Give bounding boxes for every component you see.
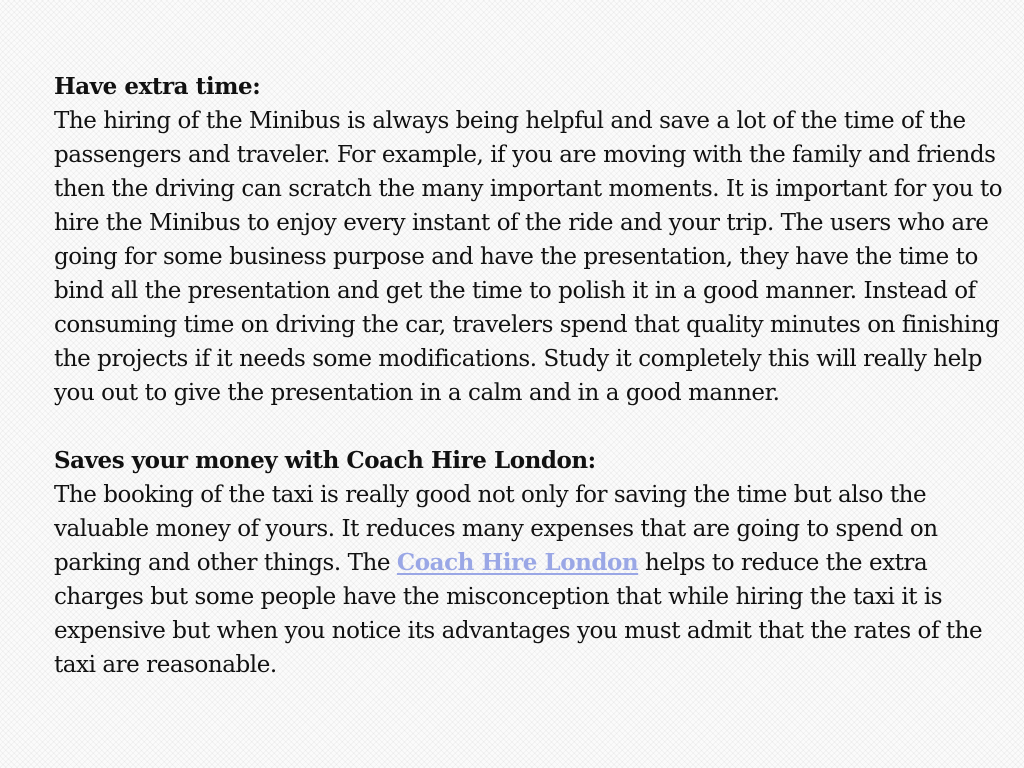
paragraph-spacer	[54, 410, 1004, 444]
section-body-saves-money	[54, 478, 1004, 682]
body-text-after-link: helps to reduce the extra charges but some people have the misconception that while hiring the taxi it is expensive but when you notice its advantages you must admit that the rates of the taxi are reasonable.	[54, 550, 983, 678]
section-body-extra-time: The hiring of the Minibus is always being helpful and save a lot of the time of the passengers and traveler. For example, if you are moving with the family and friends then the driving can scratch the many important moments. It is important for you to hire the Minibus to enjoy every instant of the ride and your trip. The users who are going for some business purpose and have the presentation, they have the time to bind all the presentation and get the time to polish it in a good manner. Instead of consuming time on driving the car, travelers spend that quality minutes on finishing the projects if it needs some modifications. Study it completely this will really help you out to give the presentation in a calm and in a good manner.	[54, 108, 1003, 406]
slide-content	[54, 70, 1004, 682]
body-text-before-link: The booking of the taxi is really good not only for saving the time but also the valuable money of yours. It reduces many expenses that are going to spend on parking and other things. The	[54, 482, 938, 576]
section-heading-extra-time: Have extra time:	[54, 73, 261, 100]
section-heading-saves-money: Saves your money with Coach Hire London:	[54, 447, 596, 474]
coach-hire-london-link[interactable]: Coach Hire London	[396, 549, 639, 576]
